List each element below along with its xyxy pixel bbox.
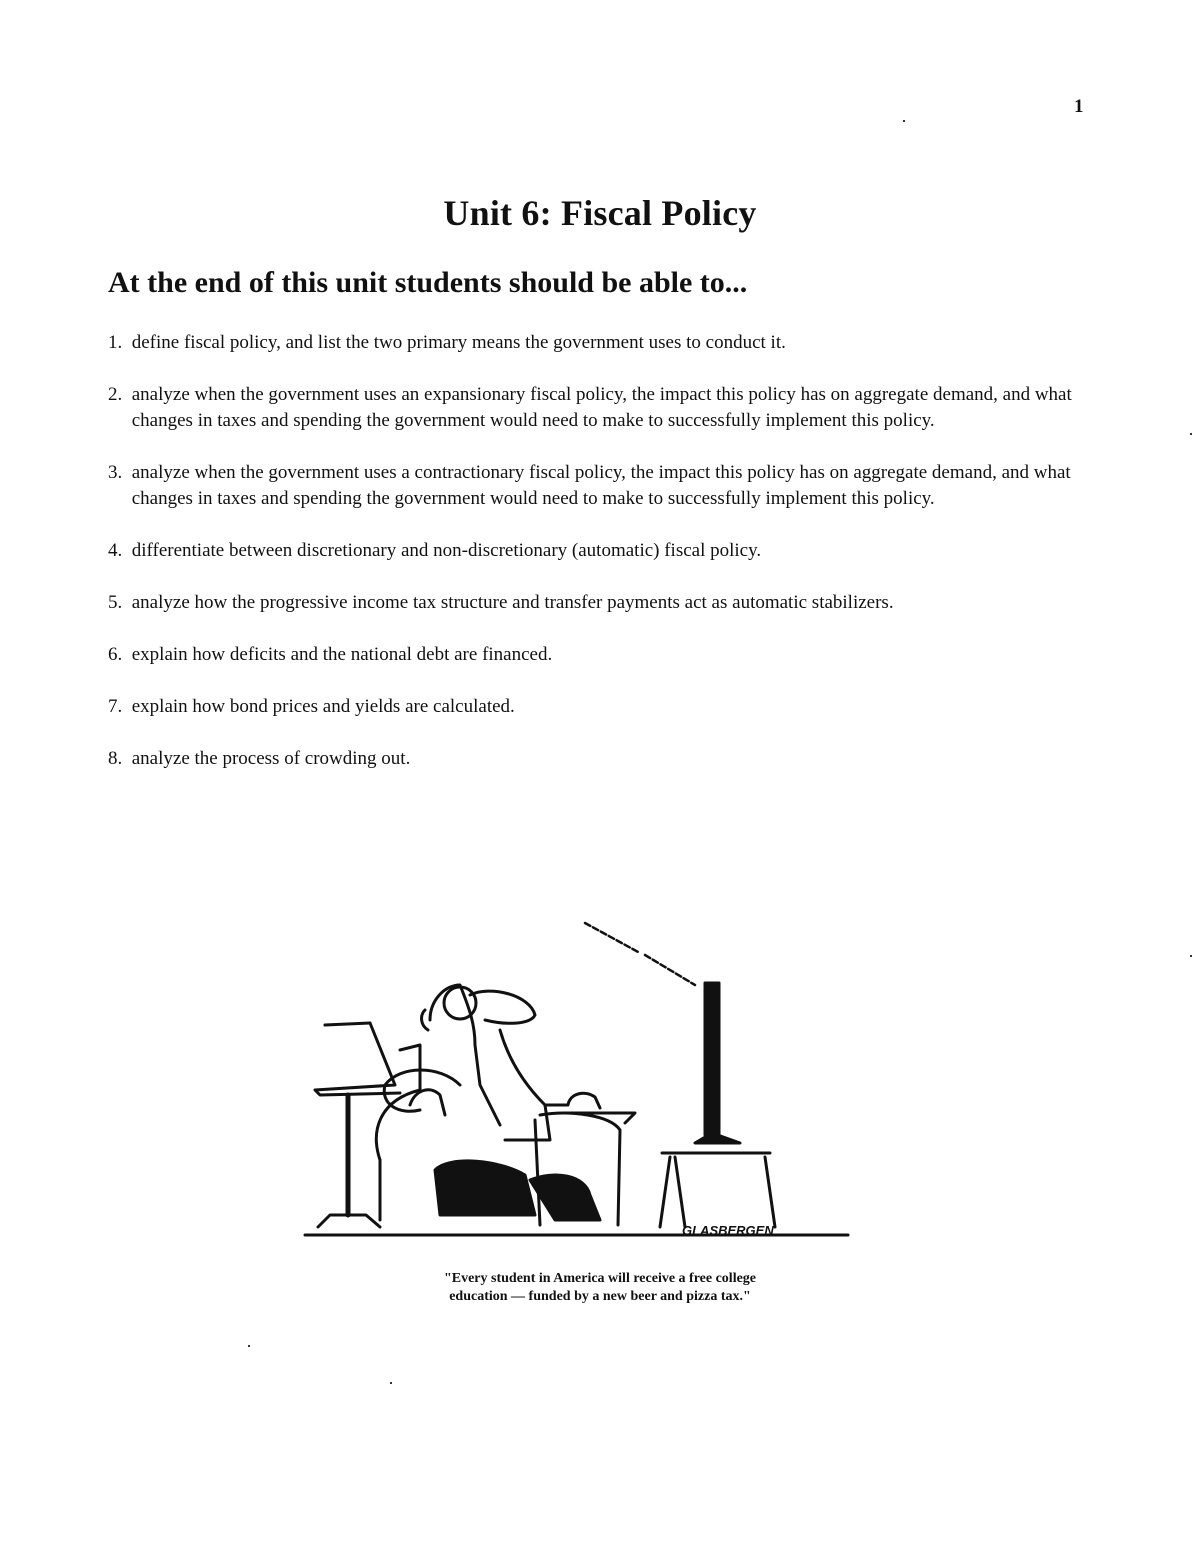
page-title: Unit 6: Fiscal Policy <box>443 193 757 233</box>
objective-number: 4. <box>108 540 132 561</box>
objective-item <box>108 382 1083 434</box>
objective-text: analyze the process of crowding out. <box>131 748 411 769</box>
man <box>422 985 635 1220</box>
objective-text: differentiate between discretionary and non-discretionary (automatic) fiscal policy. <box>131 540 762 561</box>
cartoon-caption <box>340 1270 860 1306</box>
page-number: 1 <box>1074 96 1084 117</box>
objective-text: analyze how the progressive income tax structure and transfer payments act as automatic stabilizers. <box>131 592 894 613</box>
objective-text: explain how bond prices and yields are calculated. <box>131 696 515 717</box>
objective-number: 2. <box>108 384 132 405</box>
objective-number: 5. <box>108 592 132 613</box>
objective-text: analyze when the government uses a contractionary fiscal policy, the impact this policy has on aggregate demand, and what changes in taxes and spending the government would need to make to successfully implement this policy. <box>131 462 1071 509</box>
objective-text: explain how deficits and the national debt are financed. <box>131 644 553 665</box>
objective-number: 7. <box>108 696 132 717</box>
objectives-list <box>108 330 1083 798</box>
objective-item <box>108 746 1083 772</box>
objective-text: define fiscal policy, and list the two primary means the government uses to conduct it. <box>131 332 786 353</box>
objective-item <box>108 642 1083 668</box>
objective-item <box>108 694 1083 720</box>
objective-text: analyze when the government uses an expansionary fiscal policy, the impact this policy has on aggregate demand, and what changes in taxes and spending the government would need to make to successfully implement this policy. <box>131 384 1072 431</box>
scan-speck <box>390 1382 392 1384</box>
cartoon-illustration <box>300 915 860 1245</box>
lamp <box>315 1023 400 1227</box>
objectives-heading: At the end of this unit students should be able to... <box>108 266 748 299</box>
cartoonist-signature: GLASBERGEN <box>682 1223 774 1238</box>
objective-number: 8. <box>108 748 132 769</box>
scan-speck <box>248 1345 250 1347</box>
scan-speck <box>1190 433 1192 435</box>
caption-line-1: "Every student in America will receive a free college <box>443 1271 757 1286</box>
television <box>660 983 775 1227</box>
objective-item <box>108 538 1083 564</box>
scan-speck <box>903 120 905 122</box>
objective-number: 6. <box>108 644 132 665</box>
objective-item <box>108 590 1083 616</box>
objective-number: 1. <box>108 332 132 353</box>
signal-lines <box>585 923 695 985</box>
scan-speck <box>1190 955 1192 957</box>
objective-item <box>108 330 1083 356</box>
caption-line-2: education — funded by a new beer and pizza tax." <box>449 1289 751 1304</box>
objective-item <box>108 460 1083 512</box>
objective-number: 3. <box>108 462 132 483</box>
